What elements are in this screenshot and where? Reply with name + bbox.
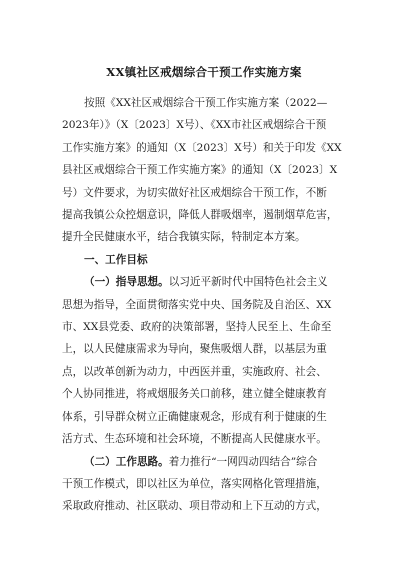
guiding-line: 体系，引导群众树立正确健康观念，形成有利于健康的生: [62, 410, 327, 423]
intro-line: 提升全民健康水平，结合我镇实际，特制定本方案。: [62, 231, 306, 244]
intro-line: 工作实施方案》的通知（X〔2023〕X号）和关于印发《XX: [62, 141, 342, 154]
guiding-line: 上，以人民健康需求为导向，聚焦吸烟人群，以基层为重: [62, 343, 327, 356]
intro-line: 号）文件要求，为切实做好社区戒烟综合干预工作，不断: [62, 186, 327, 199]
guiding-line: 点，以改革创新为动力，中西医并重，实施政府、社会、: [62, 365, 327, 378]
intro-line: 县社区戒烟综合干预工作实施方案》的通知（X〔2023〕X: [62, 164, 338, 177]
intro-line: 2023年）》（X〔2023〕X号）、《XX市社区戒烟综合干预: [62, 119, 327, 132]
approach-label: （二）工作思路。: [84, 455, 169, 468]
guiding-line: 活方式、生态环境和社会环境，不断提高人民健康水平。: [62, 433, 327, 446]
document-title: XX镇社区戒烟综合干预工作实施方案: [106, 65, 302, 79]
guiding-text: 以习近平新时代中国特色社会主义: [168, 276, 328, 289]
intro-line: 按照《XX社区戒烟综合干预工作实施方案（2022—: [84, 97, 328, 109]
guiding-line: 思想为指导，全面贯彻落实党中央、国务院及自治区、XX: [62, 298, 332, 311]
guiding-first-line: [62, 271, 348, 293]
section-heading: 一、工作目标: [84, 253, 148, 266]
guiding-line: 个人协同推进，将戒烟服务关口前移，建立健全健康教育: [62, 388, 327, 401]
approach-first-line: [62, 451, 348, 473]
approach-text: 着力推行“一网四动四结合”综合: [168, 455, 318, 468]
approach-line: 干预工作模式，即以社区为单位，落实网格化管理措施，: [62, 477, 327, 490]
approach-line: 采取政府推动、社区联动、项目带动和上下互动的方式，: [62, 500, 327, 513]
intro-line: 提高我镇公众控烟意识，降低人群吸烟率，遏制烟草危害，: [62, 209, 338, 222]
document-body: [62, 92, 348, 518]
guiding-line: 市、XX县党委、政府的决策部署，坚持人民至上、生命至: [62, 321, 332, 334]
guiding-label: （一）指导思想。: [84, 276, 169, 289]
